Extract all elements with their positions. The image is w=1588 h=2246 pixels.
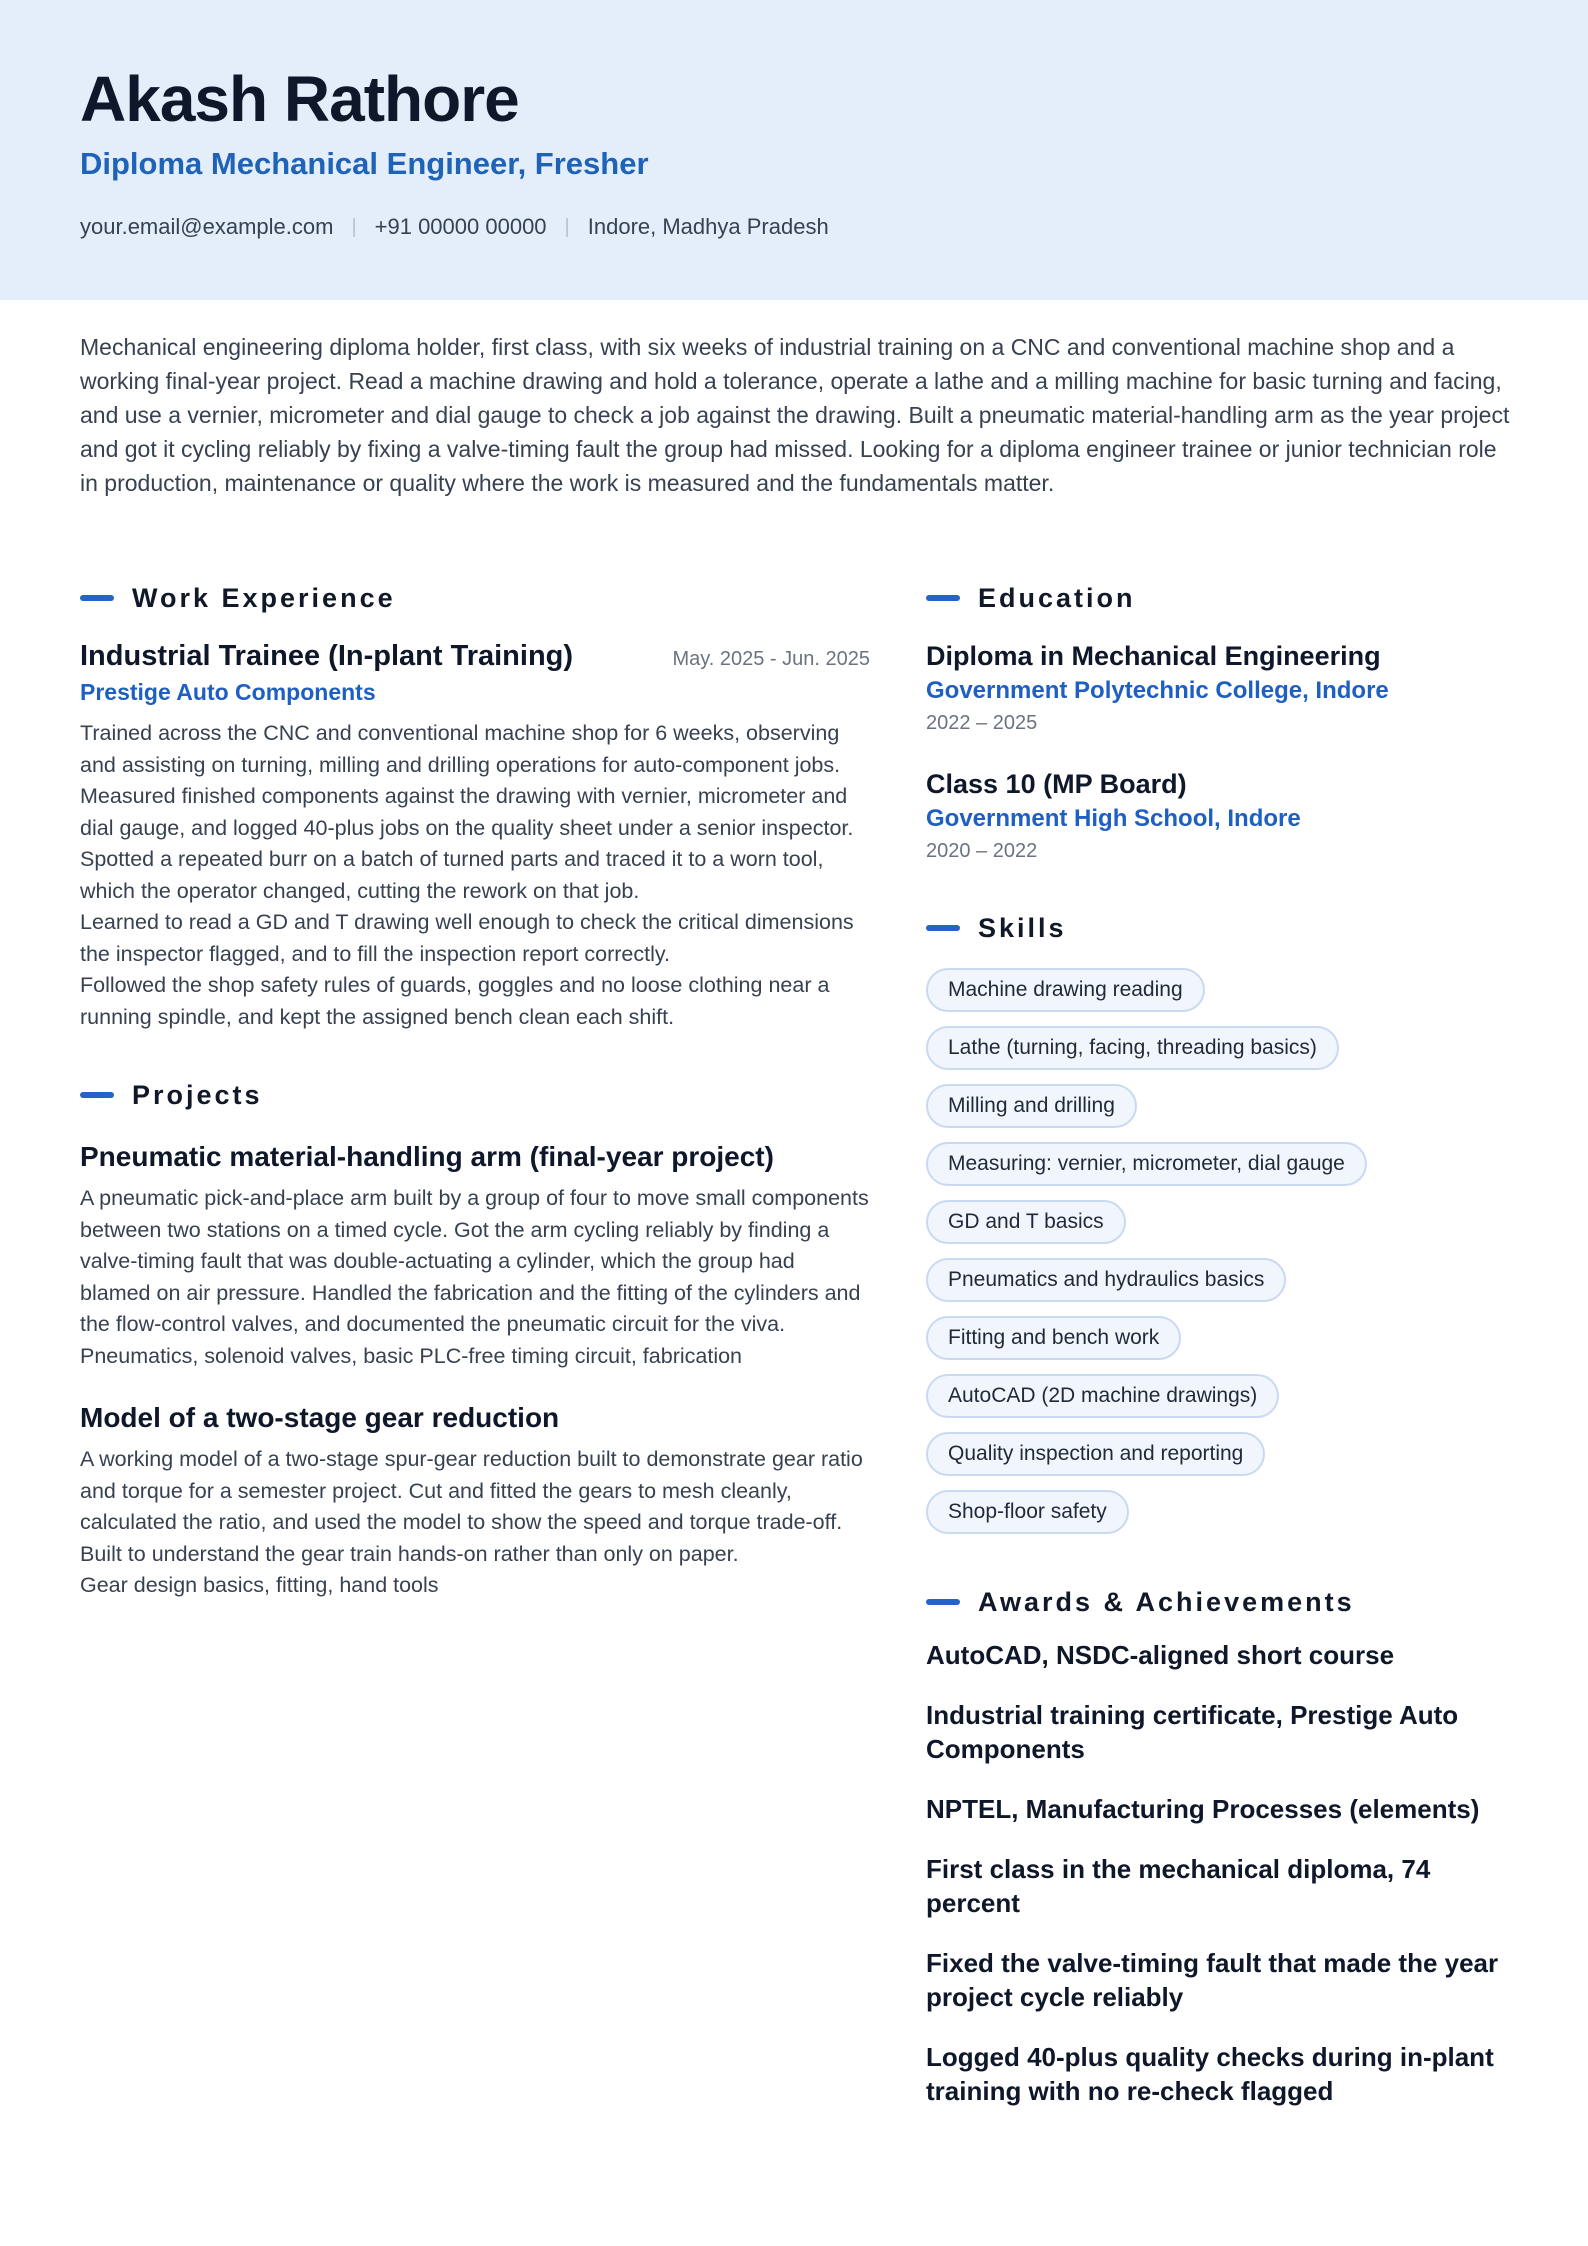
award-item: AutoCAD, NSDC-aligned short course	[926, 1640, 1395, 1670]
award-item: Logged 40-plus quality checks during in-plant training with no re-check flagged	[926, 2042, 1494, 2106]
left-column	[80, 578, 870, 1602]
section-title: Skills	[978, 912, 1067, 943]
skill-chip: Pneumatics and hydraulics basics	[926, 1258, 1286, 1302]
project-description: A working model of a two-stage spur-gear reduction built to demonstrate gear ratio and torque for a semester project. Cut and fitted the gears to mesh cleanly, calculated the ratio, and used the model to show the speed and torque trade-off. Built to understand the gear train hands-on rather than only on paper.	[80, 1447, 863, 1566]
award-item: First class in the mechanical diploma, 74 percent	[926, 1854, 1431, 1918]
section-title: Awards & Achievements	[978, 1586, 1355, 1617]
job-bullet: Trained across the CNC and conventional machine shop for 6 weeks, observing and assisting on turning, milling and drilling operations for auto-component jobs.	[80, 721, 841, 777]
work-experience-section	[80, 578, 870, 1033]
education-entry	[926, 766, 1516, 866]
skill-chip: Shop-floor safety	[926, 1490, 1129, 1534]
award-item: Industrial training certificate, Prestige Auto Components	[926, 1700, 1459, 1764]
skill-chip: Fitting and bench work	[926, 1316, 1181, 1360]
skill-chip: Quality inspection and reporting	[926, 1432, 1265, 1476]
job-bullet: Learned to read a GD and T drawing well enough to check the critical dimensions the inspector flagged, and to fill the inspection report correctly.	[80, 910, 854, 966]
contact-separator: |	[351, 215, 357, 238]
skill-chip: Machine drawing reading	[926, 968, 1205, 1012]
skill-chip: Lathe (turning, facing, threading basics)	[926, 1026, 1339, 1070]
education-section	[926, 578, 1516, 866]
job-company: Prestige Auto Components	[80, 679, 376, 705]
job-bullet: Followed the shop safety rules of guards, goggles and no loose clothing near a running spindle, and kept the assigned bench clean each shift.	[80, 973, 830, 1029]
award-item: NPTEL, Manufacturing Processes (elements)	[926, 1794, 1480, 1824]
contact-separator: |	[564, 215, 570, 238]
project-title: Model of a two-stage gear reduction	[80, 1402, 560, 1433]
education-entry	[926, 638, 1516, 738]
section-accent-bar	[80, 1092, 114, 1098]
section-heading	[926, 908, 1516, 948]
education-years: 2020 – 2022	[926, 840, 1038, 862]
job-bullet: Measured finished components against the drawing with vernier, micrometer and dial gauge, and logged 40-plus jobs on the quality sheet under a senior inspector.	[80, 784, 854, 840]
skill-chip: Milling and drilling	[926, 1084, 1137, 1128]
contact-location: Indore, Madhya Pradesh	[587, 214, 829, 239]
project-entry	[80, 1141, 870, 1372]
contact-line	[80, 214, 1508, 240]
job-title: Industrial Trainee (In-plant Training)	[80, 640, 574, 672]
education-school: Government Polytechnic College, Indore	[926, 677, 1389, 704]
skill-chip: GD and T basics	[926, 1200, 1126, 1244]
job-bullets	[80, 718, 870, 1033]
project-entry	[80, 1402, 870, 1602]
section-heading	[926, 1582, 1516, 1622]
contact-phone[interactable]: +91 00000 00000	[374, 214, 547, 239]
education-years: 2022 – 2025	[926, 712, 1038, 734]
job-dates: May. 2025 - Jun. 2025	[672, 648, 870, 670]
awards-list	[926, 1638, 1516, 2108]
section-title: Projects	[132, 1079, 263, 1110]
contact-email[interactable]: your.email@example.com	[80, 214, 334, 239]
section-accent-bar	[80, 595, 114, 601]
section-accent-bar	[926, 925, 960, 931]
project-tech: Gear design basics, fitting, hand tools	[80, 1573, 439, 1597]
section-heading	[80, 578, 870, 618]
job-bullet: Spotted a repeated burr on a batch of turned parts and traced it to a worn tool, which the operator changed, cutting the rework on that job.	[80, 847, 824, 903]
job-entry	[80, 640, 870, 1033]
section-heading	[80, 1075, 870, 1115]
skills-section	[926, 908, 1516, 1548]
resume-header	[0, 0, 1588, 300]
education-school: Government High School, Indore	[926, 805, 1301, 832]
education-degree: Class 10 (MP Board)	[926, 769, 1187, 799]
projects-section	[80, 1075, 870, 1602]
project-description: A pneumatic pick-and-place arm built by a group of four to move small components between two stations on a timed cycle. Got the arm cycling reliably by finding a valve-timing fault that was double-actuating a cylinder, which the group had blamed on air pressure. Handled the fabrication and the fitting of the cylinders and the flow-control valves, and documented the pneumatic circuit for the viva.	[80, 1186, 869, 1336]
skill-chip: AutoCAD (2D machine drawings)	[926, 1374, 1279, 1418]
right-column	[926, 578, 1516, 2134]
award-item: Fixed the valve-timing fault that made the year project cycle reliably	[926, 1948, 1499, 2012]
project-title: Pneumatic material-handling arm (final-year project)	[80, 1141, 774, 1172]
candidate-name: Akash Rathore	[80, 63, 519, 135]
candidate-role: Diploma Mechanical Engineer, Fresher	[80, 146, 649, 181]
section-heading	[926, 578, 1516, 618]
section-title: Education	[978, 582, 1136, 613]
project-tech: Pneumatics, solenoid valves, basic PLC-free timing circuit, fabrication	[80, 1343, 743, 1368]
awards-section	[926, 1582, 1516, 2108]
profile-summary: Mechanical engineering diploma holder, first class, with six weeks of industrial training on a CNC and conventional machine shop and a working final-year project. Read a machine drawing and hold a tolerance, operate a lathe and a milling machine for basic turning and facing, and use a vernier, micrometer and dial gauge to check a job against the drawing. Built a pneumatic material-handling arm as the year project and got it cycling reliably by fixing a valve-timing fault the group had missed. Looking for a diploma engineer trainee or junior technician role in production, maintenance or quality where the work is measured and the fundamentals matter.	[80, 334, 1510, 496]
skill-chip: Measuring: vernier, micrometer, dial gauge	[926, 1142, 1367, 1186]
education-degree: Diploma in Mechanical Engineering	[926, 641, 1381, 671]
skills-list	[926, 968, 1516, 1548]
section-title: Work Experience	[132, 582, 396, 613]
section-accent-bar	[926, 1599, 960, 1605]
section-accent-bar	[926, 595, 960, 601]
